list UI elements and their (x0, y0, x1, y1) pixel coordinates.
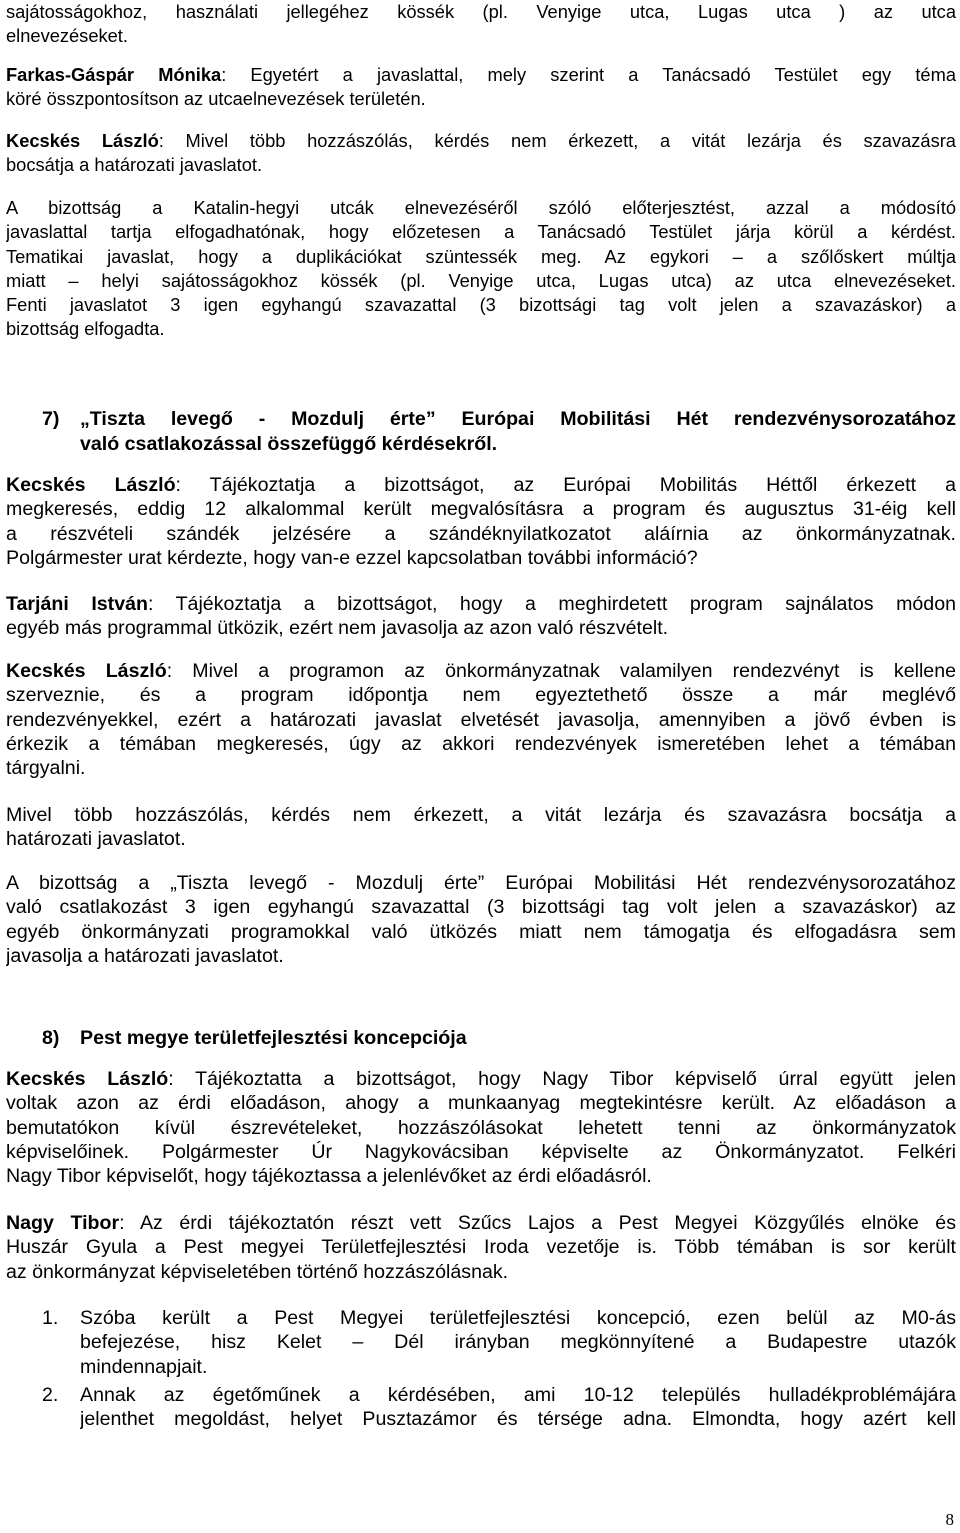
text-line: Annak az égetőműnek a kérdésében, ami 10-12 település hulladékproblémájára (80, 1384, 956, 1406)
text-line: a részvételi szándék jelzésére a szándéknyilatkozatot aláírnia az önkormányzatnak. (6, 522, 956, 545)
speech-text: : Tájékoztatja a bizottságot, az Európai Mobilitás Héttől érkezett a (175, 474, 956, 496)
speaker-name: Kecskés László (6, 130, 159, 151)
paragraph-kecskes-1 (6, 129, 956, 178)
text-line: A bizottság a „Tiszta levegő - Mozdulj érte” Európai Mobilitási Hét rendezvénysorozatához (6, 872, 956, 894)
paragraph-resolution-1 (6, 196, 956, 342)
text-line: voltak azon az érdi előadáson, ahogy a munkaanyag megtekintésre került. Az előadáson a (6, 1092, 956, 1115)
text-line: Szóba került a Pest Megyei területfejlesztési koncepció, ezen belül az M0-ás (80, 1307, 956, 1329)
paragraph-resolution-2 (6, 871, 956, 968)
text-line: tárgyalni. (6, 757, 86, 780)
text-line: Huszár Gyula a Pest megyei Területfejlesztési Iroda vezetője is. Több témában is sor került (6, 1236, 956, 1259)
paragraph-continuation (6, 0, 956, 49)
heading-line: való csatlakozással összefüggő kérdésekről. (80, 433, 498, 455)
paragraph-kecskes-4 (6, 1067, 956, 1188)
text-line: egyéb más programmal ütközik, ezért nem javasolja az azon való részvételt. (6, 617, 669, 640)
text-line: Tematikai javaslat, hogy a duplikációkat szüntessék meg. Az egykori – a szőlőskert múltja (6, 245, 956, 267)
text-line: rendezvényekkel, ezért a határozati javaslat elvetését javasolja, amennyiben a jövő évben is (6, 708, 956, 731)
speaker-name: Kecskés László (6, 474, 176, 496)
speaker-name: Kecskés László (6, 660, 167, 682)
text-line: Fenti javaslatot 3 igen egyhangú szavazattal (3 bizottsági tag volt jelen a szavazáskor) a (6, 294, 956, 316)
text-line: köré összpontosítson az utcaelnevezések területén. (6, 88, 426, 110)
text-line: az önkormányzat képviseletében történő hozzászólásnak. (6, 1260, 509, 1283)
text-line (6, 1211, 956, 1235)
paragraph-farkas-gaspar (6, 63, 956, 112)
text-line: javaslattal tartja elfogadhatónak, hogy előzetesen a Tanácsadó Testület járja körül a kérdést. (6, 221, 956, 243)
text-line: Mivel több hozzászólás, kérdés nem érkezett, a vitát lezárja és szavazásra bocsátja a (6, 804, 956, 826)
text-line: érkezik a témában megkeresés, úgy az akkori rendezvények ismeretében lehet a témában (6, 732, 956, 755)
speech-text: : Az érdi tájékoztatón részt vett Szűcs Lajos a Pest Megyei Közgyűlés elnöke és (119, 1212, 956, 1234)
paragraph-tarjani (6, 592, 956, 641)
speaker-name: Farkas-Gáspár Mónika (6, 64, 222, 85)
text-line: mindennapjait. (80, 1355, 208, 1378)
paragraph-closing (6, 803, 956, 852)
text-line: befejezése, hisz Kelet – Dél irányban megkönnyítené a Budapestre utazók (80, 1331, 956, 1354)
list-number: 1. (42, 1307, 59, 1329)
speaker-name: Nagy Tibor (6, 1212, 120, 1234)
text-line: való csatlakozást 3 igen egyhangú szavazattal (3 bizottsági tag volt jelen a szavazáskor) az (6, 896, 956, 919)
text-line: megkeresés, eddig 12 alkalommal került megvalósításra a program és augusztus 31-éig kell (6, 498, 956, 521)
text-line: Nagy Tibor képviselőt, hogy tájékoztassa a jelenlévőket az érdi előadásról. (6, 1165, 652, 1188)
text-line (6, 659, 956, 683)
text-line: határozati javaslatot. (6, 828, 186, 851)
text-line (6, 1067, 956, 1091)
text-line: szerveznie, és a program időpontja nem egyeztethető össze a már meglévő (6, 684, 956, 707)
text-line: jelenthet megoldást, helyet Pusztazámor és térsége adna. Elmondta, hogy azért kell (80, 1408, 956, 1431)
section-number: 8) (42, 1027, 60, 1049)
text-line: elnevezéseket. (6, 25, 128, 47)
text-line (6, 473, 956, 497)
page-number: 8 (945, 1510, 954, 1529)
text-line: egyéb önkormányzati programokkal való ütközés miatt nem támogatja és elfogadásra sem (6, 920, 956, 943)
speaker-name: Tarjáni István (6, 593, 148, 615)
text-line: képviselőinek. Polgármester Úr Nagykovácsiban képviselte az Önkormányzatot. Felkéri (6, 1140, 956, 1163)
text-line: miatt – helyi sajátosságokhoz kössék (pl. Venyige utca, Lugas utca) az utca elnevezéseket. (6, 269, 956, 291)
text-line: bizottság elfogadta. (6, 318, 165, 340)
speech-text: : Tájékoztatja a bizottságot, hogy a meghirdetett program sajnálatos módon (147, 593, 956, 615)
list-number: 2. (42, 1384, 59, 1406)
speaker-name: Kecskés László (6, 1068, 169, 1090)
heading-line: „Tiszta levegő - Mozdulj érte” Európai Mobilitási Hét rendezvénysorozatához (80, 408, 956, 430)
text-line: sajátosságokhoz, használati jellegéhez kössék (pl. Venyige utca, Lugas utca ) az utca (6, 1, 956, 22)
paragraph-kecskes-3 (6, 659, 956, 780)
text-line (6, 129, 956, 153)
text-line (6, 592, 956, 616)
section-number: 7) (42, 408, 60, 430)
text-line: bemutatókon kívül észrevételeket, hozzászólásokat lehetett tenni az önkormányzatok (6, 1116, 956, 1139)
text-line: bocsátja a határozati javaslatot. (6, 154, 263, 176)
speech-text: : Tájékoztatta a bizottságot, hogy Nagy Tibor képviselő úrral együtt jelen (168, 1068, 956, 1090)
speech-text: : Mivel több hozzászólás, kérdés nem érkezett, a vitát lezárja és szavazásra (158, 130, 956, 151)
heading-line: Pest megye területfejlesztési koncepciója (80, 1027, 467, 1049)
text-line: A bizottság a Katalin-hegyi utcák elnevezéséről szóló előterjesztést, azzal a módosító (6, 197, 956, 218)
paragraph-nagy-tibor (6, 1211, 956, 1284)
speech-text: : Mivel a programon az önkormányzatnak valamilyen rendezvényt is kellene (166, 660, 956, 682)
speech-text: : Egyetért a javaslattal, mely szerint a Tanácsadó Testület egy téma (221, 64, 956, 85)
paragraph-kecskes-2 (6, 473, 956, 570)
text-line: javasolja a határozati javaslatot. (6, 944, 284, 967)
text-line (6, 63, 956, 87)
text-line: Polgármester urat kérdezte, hogy van-e ezzel kapcsolatban további információ? (6, 546, 698, 569)
